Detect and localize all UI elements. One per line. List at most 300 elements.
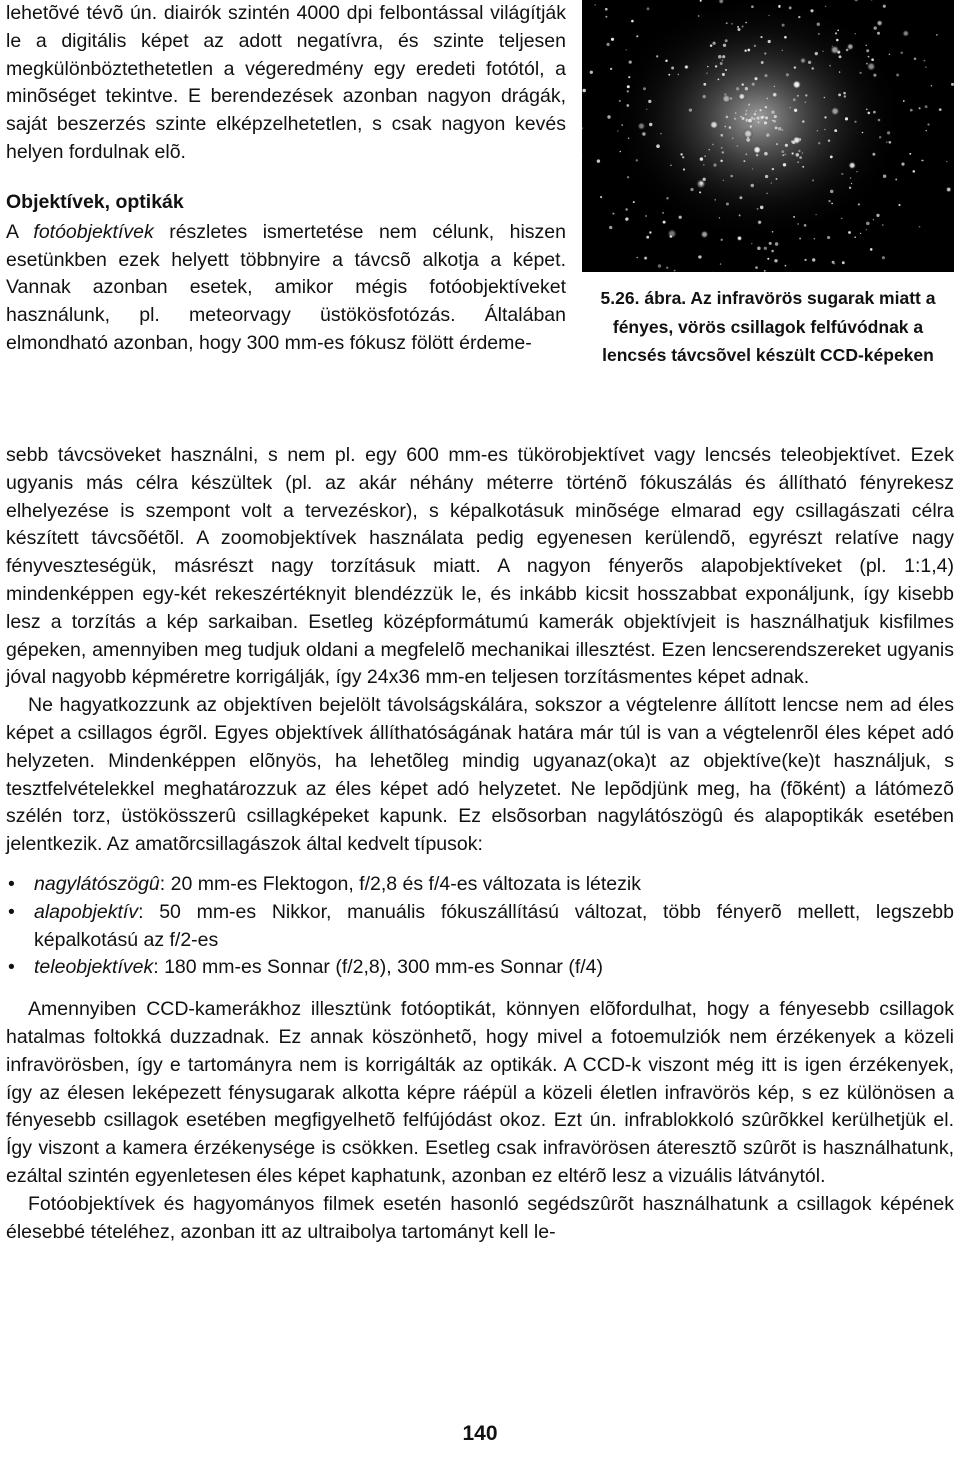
star (721, 94, 731, 104)
star (878, 119, 881, 122)
star (715, 65, 717, 67)
star (743, 160, 745, 162)
star (720, 62, 723, 65)
star (797, 95, 799, 97)
star (703, 83, 706, 86)
star (617, 130, 618, 131)
full-width-text (6, 442, 954, 1246)
star (810, 9, 813, 12)
paragraph-focus: Ne hagyatkozzunk az objektíven bejelölt távolságskálára, sokszor a végtelenre állított lencse nem ad éles képet a csillagos égrõl. Egyes objektívek állíthatóságának határa már túl is van a végtelenrõl éles képet adó helyzeten. Mindenképpen elõnyös, ha lehetõleg mindig ugyanaz(oka)t az objektíve(ke)t használjuk, s tesztfelvételekkel meghatározzuk az éles képet adó helyzetet. Ne lepõdjünk meg, ha (fõként) a látómezõ szélén torz, üstökösszerû csillagképeket kapunk. Ez elsõsorban nagylátószögû és alapoptikák esetében jelentkezik. Az amatõrcsillagászok által kedvelt típusok: (6, 694, 954, 856)
star (758, 122, 760, 124)
star (775, 126, 778, 129)
star (818, 142, 820, 144)
star (855, 33, 856, 34)
star (794, 66, 796, 68)
star (730, 175, 733, 178)
star (812, 179, 814, 181)
star (797, 223, 798, 224)
star (721, 147, 723, 149)
star (767, 258, 769, 260)
star (646, 236, 649, 239)
star (889, 54, 891, 56)
star (868, 56, 870, 58)
list-term: nagylátószögû (34, 872, 160, 895)
star (739, 214, 741, 216)
star (834, 129, 837, 132)
section-heading: Objektívek, optikák (6, 190, 184, 213)
star (866, 62, 875, 71)
star (876, 214, 879, 217)
star (898, 204, 900, 206)
star (636, 159, 638, 161)
star (909, 153, 911, 155)
star (628, 76, 630, 78)
star (665, 59, 668, 62)
star (825, 6, 826, 7)
star (751, 5, 754, 8)
star (734, 118, 736, 120)
star (844, 95, 846, 97)
star (679, 216, 682, 219)
star (747, 49, 750, 52)
star (643, 256, 648, 261)
star (817, 130, 818, 131)
star (713, 42, 716, 45)
star (931, 85, 933, 87)
star (706, 72, 707, 73)
star (645, 215, 647, 217)
star (925, 105, 928, 108)
star (769, 242, 772, 245)
star (637, 257, 638, 258)
star (742, 83, 744, 85)
star (625, 208, 627, 210)
star (872, 153, 875, 156)
star (678, 74, 679, 75)
star (748, 104, 750, 106)
star (838, 94, 841, 97)
star (605, 8, 608, 11)
star (772, 231, 774, 233)
star (612, 213, 614, 215)
star (674, 270, 676, 272)
star (792, 80, 802, 90)
star (668, 74, 670, 76)
star (636, 35, 638, 37)
star (836, 39, 839, 42)
star (699, 191, 701, 193)
star (752, 145, 761, 154)
star (921, 160, 922, 161)
star (866, 222, 870, 226)
star (824, 97, 826, 99)
star (799, 238, 801, 240)
star (866, 108, 868, 110)
list-item (6, 899, 954, 955)
intro-term-fotoobjektivek: fotóobjektívek (33, 220, 154, 243)
star (800, 57, 807, 64)
star (786, 73, 789, 76)
star (842, 261, 845, 264)
star (873, 111, 876, 114)
star (774, 86, 775, 87)
star (718, 79, 720, 81)
star (883, 5, 886, 8)
star (775, 242, 778, 245)
star (720, 134, 723, 137)
star (627, 85, 630, 88)
star (805, 94, 807, 96)
star (866, 49, 869, 52)
star (818, 33, 820, 35)
star (888, 141, 891, 144)
star (725, 39, 728, 42)
star (757, 220, 762, 225)
star (815, 214, 816, 215)
star (804, 224, 807, 227)
section-intro-continuation: sebb távcsöveket használni, s nem pl. egy 600 mm-es tükörobjektívet vagy lencsés teleobjektívet. Ezek ugyanis más célra készültek (pl. az akár néhány méterre történõ fókuszálás és állítható fényrekesz elhelyezése is szempont volt a tervezéskor), s képalkotásuk minõsége elmarad egy csillagászati célra készített távcsõétõl. A zoomobjektívek használata pedig egyenesen kerülendõ, egyrészt relatíve nagy fényveszteségük, másrészt nagy torzításuk miatt. A nagyon fényerõs alapobjektíveket (pl. 1:1,4) mindenképpen egy-két rekeszértéknyit blendézzük le, és inkább kicsit hosszabbat exponáljunk, így kisebb lesz a torzítás a kép sarkaiban. Esetleg középformátumú kamerák objektívjeit is használhatjuk kisfilmes gépeken, amennyiben meg tudjuk oldani a megfelelõ mechanikai illesztést. Ezen lencserendszereket ugyanis jóval nagyobb képméretre korrigálják, így 24x36 mm-en teljesen torzításmentes képet adnak. (6, 444, 954, 689)
star (914, 58, 917, 61)
star (874, 26, 877, 29)
star (753, 118, 755, 120)
star (901, 163, 904, 166)
star (703, 164, 705, 166)
star (771, 110, 775, 114)
star (925, 67, 926, 68)
star (752, 168, 753, 169)
star-field-image (582, 0, 954, 272)
star (771, 91, 777, 97)
star (849, 187, 851, 189)
star (939, 108, 942, 111)
star (754, 77, 757, 80)
star (670, 235, 673, 238)
page-number: 140 (462, 1422, 498, 1445)
star (737, 26, 739, 28)
star (621, 124, 623, 126)
star (772, 168, 774, 170)
star (783, 163, 786, 166)
star (605, 16, 607, 18)
star (768, 15, 769, 16)
list-text: : 180 mm-es Sonnar (f/2,8), 300 mm-es Sonnar (f/4) (153, 956, 604, 979)
star (828, 200, 830, 202)
star (789, 6, 792, 9)
star (731, 23, 732, 24)
star (765, 106, 767, 108)
star (760, 36, 762, 38)
star (847, 43, 855, 51)
star (729, 126, 732, 129)
star (828, 139, 830, 141)
star (663, 221, 666, 224)
list-text: : 50 mm-es Nikkor, manuális fókuszállítású változat, több fényerõ mellett, legszebb képalkotású az f/2-es (34, 900, 954, 951)
star (680, 153, 682, 155)
star (737, 235, 743, 241)
star (735, 112, 737, 114)
star (782, 50, 783, 51)
star (860, 233, 861, 234)
star (797, 161, 799, 163)
star (670, 165, 671, 166)
star (767, 135, 769, 137)
star (740, 116, 742, 118)
bullet: • (8, 872, 15, 895)
star (817, 23, 820, 26)
star (791, 140, 794, 143)
list-term: teleobjektívek (34, 956, 154, 979)
star (738, 28, 741, 31)
star (812, 258, 815, 261)
paragraph-ccd: Amennyiben CCD-kamerákhoz illesztünk fotóoptikát, könnyen elõfordulhat, hogy a fényesebb csillagok hatalmas foltokká duzzadnak. Ez annak köszönhetõ, hogy mivel a fotoemulziók nem érzékenyek a közeli infravörösben, így e tartományra nem is korrigálták az optikák. A CCD-k viszont még itt is igen érzékenyek, így az élesen leképezett fénysugarak alkotta képre ráépül a közeli életlen infravörös kép, s ez különösen a fényesebb csillagok esetében megfigyelhetõ felfújódást okoz. Ezt ún. infrablokkoló szûrõkkel kerülhetjük el. Így viszont a kamera érzékenysége is csökken. Esetleg csak infravörösen áteresztõ szûrõt is használhatunk, ezáltal szintén egyenletesen éles képet kaphatunk, azonban ez eltérõ lesz a vizuális látványtól. (6, 998, 954, 1187)
star (887, 131, 890, 134)
star (643, 87, 646, 90)
star (902, 30, 909, 37)
star (865, 45, 867, 47)
star (745, 153, 747, 155)
star (834, 263, 836, 265)
star (830, 106, 839, 115)
star (790, 107, 791, 108)
star (633, 201, 635, 203)
star (764, 270, 766, 272)
star (626, 104, 629, 107)
star (619, 100, 621, 102)
star (815, 52, 818, 55)
star (841, 173, 843, 175)
star (590, 71, 593, 74)
star (757, 208, 759, 210)
star (597, 159, 600, 162)
star (660, 133, 662, 135)
star (756, 154, 759, 157)
star (752, 111, 758, 117)
star (726, 22, 728, 24)
star (726, 116, 729, 119)
star (718, 55, 722, 59)
star (762, 116, 765, 119)
star (895, 179, 897, 181)
star (730, 97, 733, 100)
star (785, 265, 787, 267)
star (774, 259, 777, 262)
list-item (6, 954, 954, 982)
star (683, 168, 685, 170)
star (776, 178, 778, 180)
star (866, 229, 867, 230)
star (910, 109, 913, 112)
list-item (6, 871, 954, 899)
star (698, 15, 700, 17)
star (839, 71, 840, 72)
star (837, 29, 839, 31)
star (648, 100, 651, 103)
star (751, 184, 754, 187)
star (848, 161, 856, 169)
star (767, 98, 768, 99)
star (682, 156, 684, 158)
star (782, 24, 785, 27)
star (703, 178, 706, 181)
star (808, 61, 811, 64)
star (684, 64, 689, 69)
star (778, 5, 780, 7)
star (761, 61, 764, 64)
star (671, 67, 674, 70)
star (656, 55, 658, 57)
paragraph-last: Fotóobjektívek és hagyományos filmek esetén hasonló segédszûrõt használhatunk a csillagok képének élesebbé tételéhez, azonban itt az ultraibolya tartományt kell le- (6, 1192, 954, 1243)
star (625, 218, 628, 221)
star (700, 230, 708, 238)
star (646, 109, 647, 110)
star (721, 239, 723, 241)
star (856, 171, 857, 172)
star (850, 177, 851, 178)
star (649, 123, 652, 126)
star (631, 20, 634, 23)
left-column (6, 0, 566, 414)
star (785, 144, 788, 147)
star (666, 197, 668, 199)
star (710, 44, 713, 47)
star (862, 132, 864, 134)
star (784, 154, 786, 156)
star (656, 144, 660, 148)
star (843, 92, 846, 95)
star (814, 238, 815, 239)
star (946, 161, 948, 163)
star (745, 113, 747, 115)
star (606, 43, 609, 46)
star (798, 150, 800, 152)
star (666, 267, 668, 269)
star (713, 164, 716, 167)
star (831, 203, 833, 205)
star (689, 108, 692, 111)
star (701, 94, 707, 100)
star (919, 107, 921, 109)
star (886, 141, 887, 142)
star (700, 157, 703, 160)
star (722, 151, 724, 153)
star (647, 7, 650, 10)
star (802, 166, 804, 168)
star (752, 83, 755, 86)
star (895, 73, 899, 77)
star (778, 127, 782, 131)
star (923, 60, 925, 62)
star (764, 115, 770, 121)
star (720, 160, 722, 162)
star (750, 125, 752, 127)
star (746, 110, 748, 112)
star (744, 50, 746, 52)
star (854, 121, 856, 123)
star (700, 182, 703, 185)
star (919, 226, 921, 228)
star (870, 248, 873, 251)
star (594, 4, 596, 6)
star (774, 115, 777, 118)
star (854, 236, 856, 238)
star (859, 72, 861, 74)
star (773, 120, 775, 122)
star (802, 152, 803, 153)
star (600, 196, 602, 198)
star (582, 89, 586, 93)
star (796, 153, 799, 156)
star (724, 126, 726, 128)
star (822, 51, 823, 52)
star (755, 266, 758, 269)
star (798, 16, 800, 18)
star (858, 203, 860, 205)
star (754, 45, 756, 47)
star (732, 137, 734, 139)
star (715, 199, 716, 200)
top-paragraph: lehetõvé tévõ ún. diairók szintén 4000 dpi felbontással világítják le a digitális képet az adott negatívra, és szinte teljesen megkülönböztethetetlen a végeredmény egy eredeti fotótól, a minõséget tekintve. E berendezések azonban nagyon drágák, saját beszerzés szinte elképzelhetetlen, s csak nagyon kevés helyen fordulnak elõ. (6, 2, 566, 163)
bullet: • (8, 900, 15, 923)
star (607, 115, 610, 118)
star (877, 32, 880, 35)
star (946, 186, 952, 192)
star (641, 131, 647, 137)
star (637, 122, 645, 130)
star (794, 109, 797, 112)
star (811, 67, 813, 69)
star (690, 188, 693, 191)
star (824, 129, 825, 130)
star (726, 202, 729, 205)
star (736, 87, 739, 90)
star (802, 120, 804, 122)
star (830, 156, 833, 159)
star (620, 151, 622, 153)
star (611, 38, 614, 41)
star (627, 90, 629, 92)
intro-after-term: részletes ismertetése nem célunk, hiszen esetünkben ezek helyett többnyire a távcsõ alkotja a képet. Vannak azonban esetek, amikor mégis fotóobjektíveket használunk, pl. meteorvagy üstökösfotózás. Általában elmondható azonban, hogy 300 mm-es fókusz fölött érdeme- (6, 220, 566, 354)
star (628, 137, 629, 138)
intro-before-term: A (6, 220, 34, 243)
star (720, 263, 721, 264)
star (845, 117, 848, 120)
star (723, 180, 724, 181)
star (781, 150, 784, 153)
star (764, 74, 767, 77)
star (832, 46, 833, 47)
star (722, 60, 724, 62)
star (925, 130, 926, 131)
star (742, 26, 744, 28)
star (610, 68, 612, 70)
star (768, 40, 771, 43)
star (793, 98, 796, 101)
star (793, 216, 795, 218)
star (841, 218, 842, 219)
star (742, 117, 745, 120)
star (851, 183, 852, 184)
section-intro-start (6, 219, 566, 414)
star (760, 206, 763, 209)
star (765, 175, 768, 178)
star (757, 247, 761, 251)
star (629, 60, 632, 63)
star (879, 136, 882, 139)
star (771, 182, 772, 183)
star (868, 112, 871, 115)
star (747, 137, 749, 139)
star (764, 152, 768, 156)
